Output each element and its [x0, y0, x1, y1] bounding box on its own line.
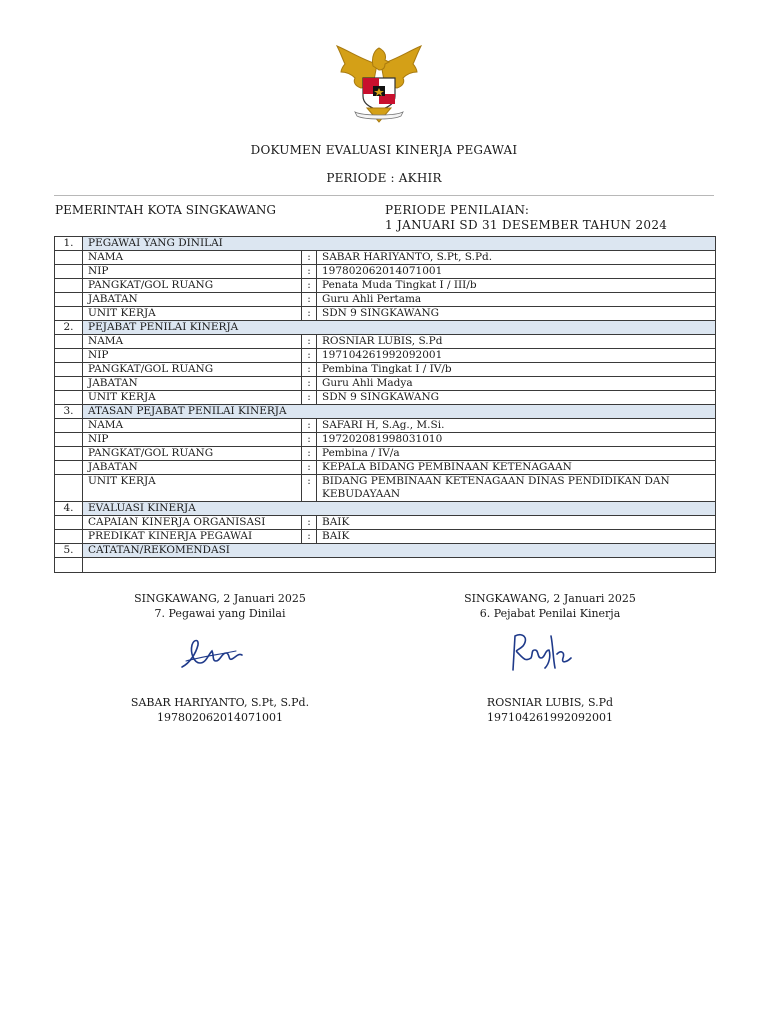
- table-row: [55, 251, 716, 265]
- field-value: BAIK: [317, 530, 716, 544]
- table-row: [55, 279, 716, 293]
- field-value: SAFARI H, S.Ag., M.Si.: [317, 419, 716, 433]
- field-value: Guru Ahli Pertama: [317, 293, 716, 307]
- field-value: 197202081998031010: [317, 433, 716, 447]
- table-row: [55, 419, 716, 433]
- section-header: [55, 405, 716, 419]
- table-row: [55, 475, 716, 502]
- signature-place-date: SINGKAWANG, 2 Januari 2025: [464, 592, 636, 605]
- field-label: JABATAN: [83, 461, 302, 475]
- field-label: CAPAIAN KINERJA ORGANISASI: [83, 516, 302, 530]
- field-label: NIP: [83, 433, 302, 447]
- handwritten-signature-assessor: [505, 628, 577, 682]
- section-header: [55, 502, 716, 516]
- notes-row: [55, 558, 716, 573]
- assessment-period: [385, 203, 667, 233]
- field-colon: :: [302, 433, 317, 447]
- garuda-pancasila-emblem-icon: [333, 42, 425, 124]
- field-label: NAMA: [83, 419, 302, 433]
- field-label: NAMA: [83, 251, 302, 265]
- table-row: [55, 265, 716, 279]
- field-colon: :: [302, 335, 317, 349]
- section-title: CATATAN/REKOMENDASI: [83, 544, 716, 558]
- field-colon: :: [302, 251, 317, 265]
- field-label: NAMA: [83, 335, 302, 349]
- field-label: PREDIKAT KINERJA PEGAWAI: [83, 530, 302, 544]
- field-value: Pembina Tingkat I / IV/b: [317, 363, 716, 377]
- section-number: 3.: [55, 405, 83, 419]
- field-value: ROSNIAR LUBIS, S.Pd: [317, 335, 716, 349]
- section-header: [55, 237, 716, 251]
- field-value: 197104261992092001: [317, 349, 716, 363]
- section-number: 1.: [55, 237, 83, 251]
- field-value: Penata Muda Tingkat I / III/b: [317, 279, 716, 293]
- header-divider: [54, 195, 714, 196]
- document-period: PERIODE : AKHIR: [326, 171, 442, 185]
- field-value: 197802062014071001: [317, 265, 716, 279]
- table-row: [55, 307, 716, 321]
- section-title: ATASAN PEJABAT PENILAI KINERJA: [83, 405, 716, 419]
- section-header: [55, 321, 716, 335]
- field-value: BAIK: [317, 516, 716, 530]
- table-row: [55, 377, 716, 391]
- signer-nip: 197802062014071001: [157, 711, 283, 724]
- signature-name-employee: [110, 695, 330, 725]
- section-number: 5.: [55, 544, 83, 558]
- field-value: Guru Ahli Madya: [317, 377, 716, 391]
- field-colon: :: [302, 475, 317, 502]
- field-colon: :: [302, 391, 317, 405]
- section-number: 2.: [55, 321, 83, 335]
- field-colon: :: [302, 461, 317, 475]
- field-colon: :: [302, 516, 317, 530]
- instansi-label: PEMERINTAH KOTA SINGKAWANG: [55, 203, 276, 217]
- field-colon: :: [302, 307, 317, 321]
- section-header: [55, 544, 716, 558]
- field-label: PANGKAT/GOL RUANG: [83, 363, 302, 377]
- table-row: [55, 349, 716, 363]
- field-label: JABATAN: [83, 293, 302, 307]
- signature-role: 7. Pegawai yang Dinilai: [154, 607, 286, 620]
- field-value: SDN 9 SINGKAWANG: [317, 391, 716, 405]
- signer-name: ROSNIAR LUBIS, S.Pd: [486, 696, 614, 709]
- handwritten-signature-employee: [176, 633, 246, 677]
- signer-nip: 197104261992092001: [487, 711, 613, 724]
- table-row: [55, 433, 716, 447]
- field-colon: :: [302, 377, 317, 391]
- signer-name: SABAR HARIYANTO, S.Pt, S.Pd.: [130, 696, 310, 709]
- table-row: [55, 293, 716, 307]
- table-row: [55, 447, 716, 461]
- field-colon: :: [302, 530, 317, 544]
- table-row: [55, 391, 716, 405]
- evaluation-table: [54, 236, 716, 573]
- document-title: DOKUMEN EVALUASI KINERJA PEGAWAI: [250, 143, 518, 157]
- assessment-period-value: 1 JANUARI SD 31 DESEMBER TAHUN 2024: [385, 218, 668, 232]
- signature-block-employee: [110, 591, 330, 621]
- table-row: [55, 530, 716, 544]
- field-label: PANGKAT/GOL RUANG: [83, 279, 302, 293]
- field-colon: :: [302, 363, 317, 377]
- signature-block-assessor: [440, 591, 660, 621]
- table-row: [55, 335, 716, 349]
- field-value: Pembina / IV/a: [317, 447, 716, 461]
- field-colon: :: [302, 293, 317, 307]
- field-value: KEPALA BIDANG PEMBINAAN KETENAGAAN: [317, 461, 716, 475]
- section-title: PEJABAT PENILAI KINERJA: [83, 321, 716, 335]
- assessment-period-label: PERIODE PENILAIAN:: [385, 203, 530, 217]
- field-colon: :: [302, 447, 317, 461]
- notes-field: [83, 558, 716, 573]
- field-label: UNIT KERJA: [83, 307, 302, 321]
- section-title: PEGAWAI YANG DINILAI: [83, 237, 716, 251]
- field-value: BIDANG PEMBINAAN KETENAGAAN DINAS PENDIDIKAN DAN KEBUDAYAAN: [317, 475, 716, 502]
- field-label: PANGKAT/GOL RUANG: [83, 447, 302, 461]
- field-colon: :: [302, 419, 317, 433]
- table-row: [55, 461, 716, 475]
- field-label: NIP: [83, 265, 302, 279]
- signature-role: 6. Pejabat Penilai Kinerja: [479, 607, 621, 620]
- field-label: JABATAN: [83, 377, 302, 391]
- field-label: UNIT KERJA: [83, 391, 302, 405]
- field-colon: :: [302, 279, 317, 293]
- field-label: NIP: [83, 349, 302, 363]
- field-value: SDN 9 SINGKAWANG: [317, 307, 716, 321]
- field-value: SABAR HARIYANTO, S.Pt, S.Pd.: [317, 251, 716, 265]
- field-colon: :: [302, 265, 317, 279]
- field-label: UNIT KERJA: [83, 475, 302, 502]
- field-colon: :: [302, 349, 317, 363]
- table-row: [55, 516, 716, 530]
- section-number: 4.: [55, 502, 83, 516]
- section-title: EVALUASI KINERJA: [83, 502, 716, 516]
- table-row: [55, 363, 716, 377]
- signature-name-assessor: [440, 695, 660, 725]
- signature-place-date: SINGKAWANG, 2 Januari 2025: [134, 592, 306, 605]
